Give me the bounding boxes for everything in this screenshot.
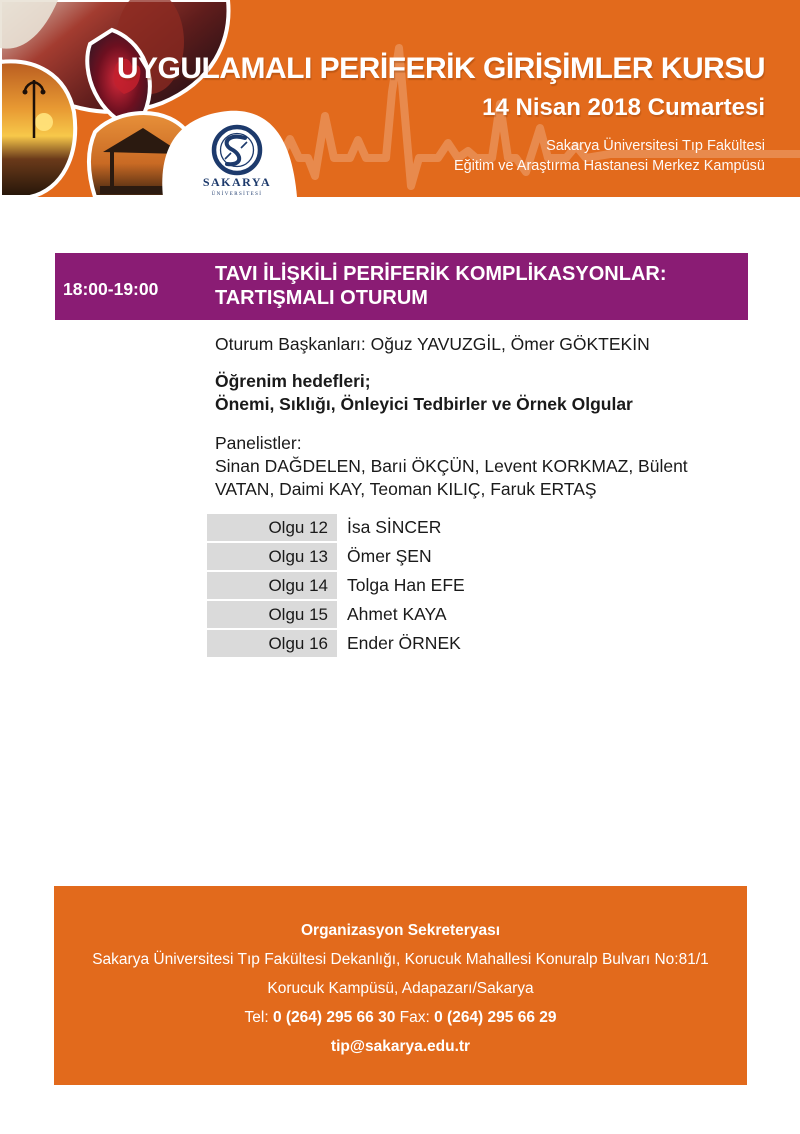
case-speaker: İsa SİNCER	[347, 517, 442, 537]
session-time: 18:00-19:00	[63, 279, 159, 299]
session-title-line2: TARTIŞMALI OTURUM	[215, 287, 428, 309]
faculty-name: Sakarya Üniversitesi Tıp Fakültesi	[546, 138, 765, 154]
course-title: UYGULAMALI PERİFERİK GİRİŞİMLER KURSU	[116, 52, 765, 85]
email-address: tip@sakarya.edu.tr	[330, 1038, 471, 1055]
case-row	[207, 514, 750, 541]
session-title	[215, 253, 666, 320]
objectives-heading: Öğrenim hedefleri;	[215, 371, 371, 391]
case-label: Olgu 13	[207, 543, 337, 570]
session-details	[215, 323, 750, 659]
case-row	[207, 572, 750, 599]
case-speaker: Ender ÖRNEK	[347, 633, 461, 653]
case-speaker: Ahmet KAYA	[347, 604, 447, 624]
case-row	[207, 630, 750, 657]
objectives-text: Önemi, Sıklığı, Önleyici Tedbirler ve Örnek Olgular	[215, 394, 633, 414]
footer-secretariat	[54, 886, 747, 1085]
case-row	[207, 543, 750, 570]
phone-fax-line	[54, 1003, 747, 1032]
session-title-line1: TAVI İLİŞKİLİ PERİFERİK KOMPLİKASYONLAR:	[215, 263, 667, 285]
address-line1: Sakarya Üniversitesi Tıp Fakültesi Dekanlığı, Korucuk Mahallesi Konuralp Bulvarı No:81/1	[92, 951, 709, 968]
logo-subname: ÜNİVERSİTESİ	[211, 192, 263, 197]
secretariat-heading: Organizasyon Sekreteryası	[300, 922, 501, 939]
logo-name: SAKARYA	[202, 175, 272, 189]
fax-label: Fax:	[399, 1009, 430, 1026]
header-banner	[0, 0, 800, 197]
case-speaker: Ömer ŞEN	[347, 546, 432, 566]
chairs-names: Oğuz YAVUZGİL, Ömer GÖKTEKİN	[370, 334, 650, 354]
panelists-names: Sinan DAĞDELEN, Barıi ÖKÇÜN, Levent KORKMAZ, Bülent VATAN, Daimi KAY, Teoman KILIÇ, Faruk ERTAŞ	[215, 456, 688, 499]
chairs-label: Oturum Başkanları:	[215, 334, 366, 354]
panelists-label: Panelistler:	[215, 433, 302, 453]
campus-name: Eğitim ve Araştırma Hastanesi Merkez Kampüsü	[453, 158, 765, 174]
case-speaker: Tolga Han EFE	[347, 575, 465, 595]
course-date: 14 Nisan 2018 Cumartesi	[482, 94, 765, 121]
session-chairs	[215, 333, 750, 356]
tel-label: Tel:	[244, 1009, 269, 1026]
case-label: Olgu 15	[207, 601, 337, 628]
case-list	[207, 514, 750, 657]
case-label: Olgu 16	[207, 630, 337, 657]
case-label: Olgu 14	[207, 572, 337, 599]
session-header-bar	[55, 253, 748, 320]
case-row	[207, 601, 750, 628]
case-label: Olgu 12	[207, 514, 337, 541]
fax-number: 0 (264) 295 66 29	[434, 1009, 557, 1026]
tel-number: 0 (264) 295 66 30	[272, 1009, 396, 1026]
address-line2: Korucuk Kampüsü, Adapazarı/Sakarya	[267, 980, 534, 997]
